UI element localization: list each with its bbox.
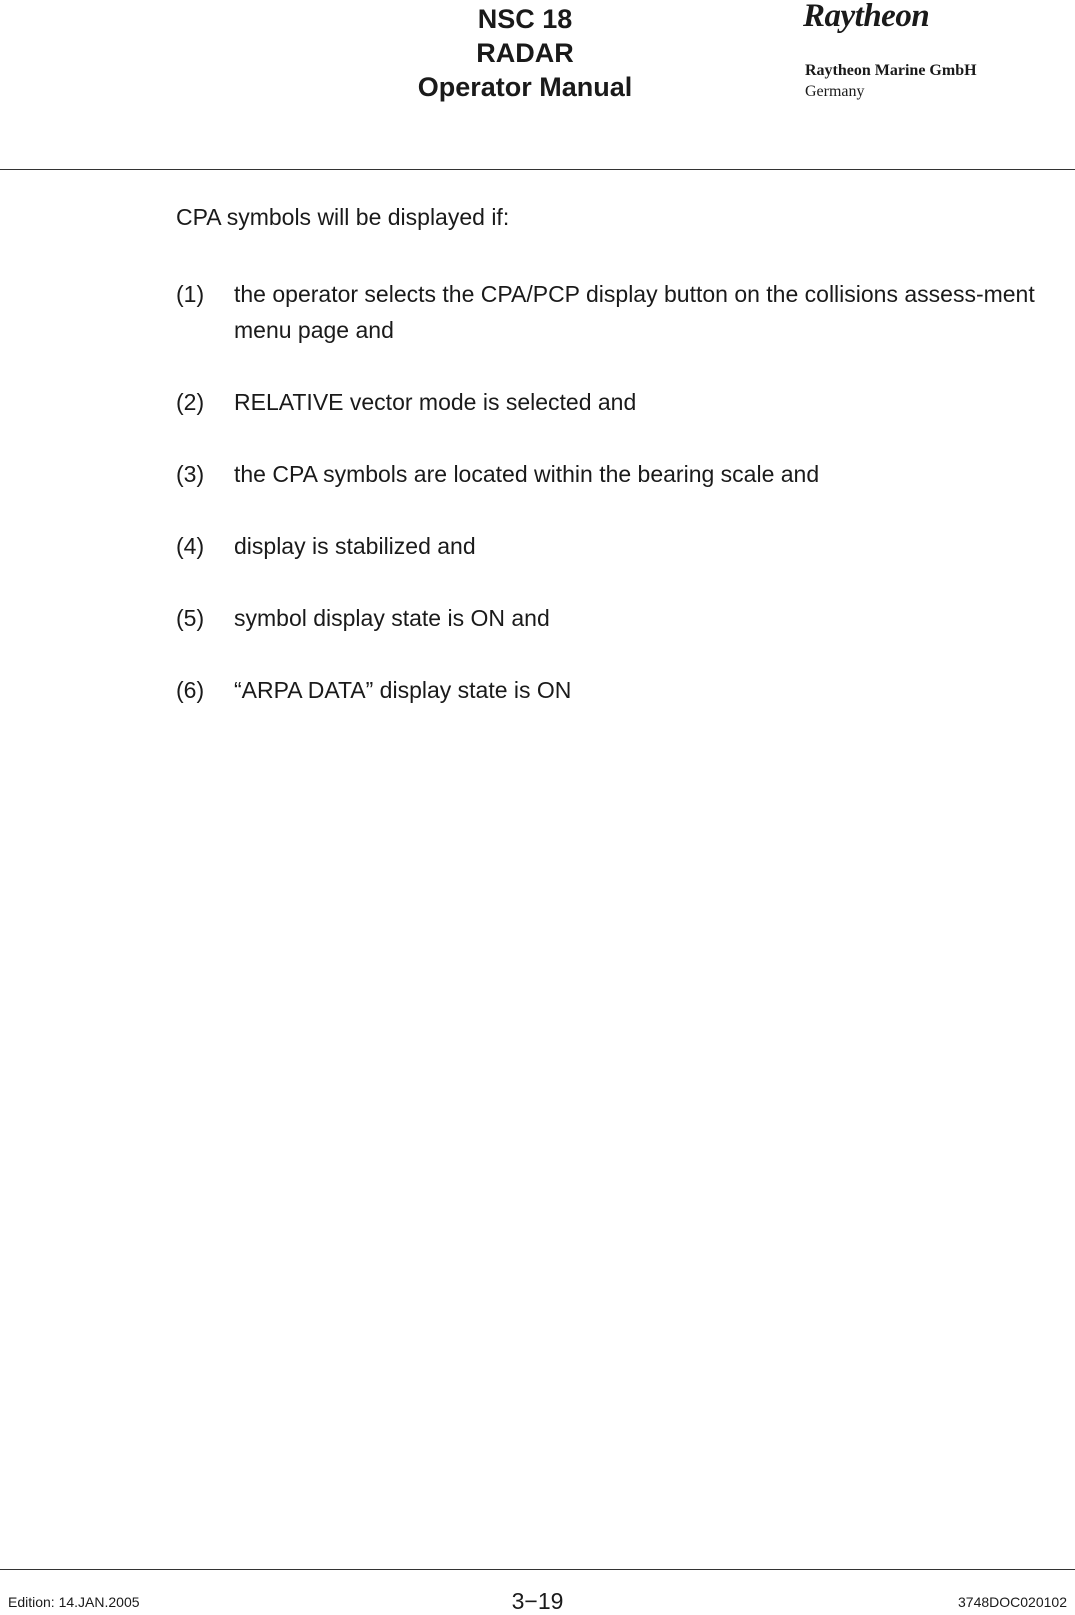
condition-item-3	[176, 456, 1056, 492]
condition-number: (1)	[176, 281, 205, 307]
condition-number: (4)	[176, 533, 205, 559]
title-line-type: RADAR	[476, 38, 574, 68]
header-divider	[0, 169, 1075, 170]
company-country: Germany	[805, 83, 865, 100]
condition-item-5	[176, 600, 1056, 636]
condition-text: “ARPA DATA” display state is ON	[234, 677, 572, 703]
document-number: 3748DOC020102	[958, 1594, 1067, 1610]
condition-item-4	[176, 528, 1056, 564]
title-line-product: NSC 18	[477, 4, 573, 34]
condition-number: (5)	[176, 605, 205, 631]
title-line-manual: Operator Manual	[417, 72, 633, 102]
condition-text: symbol display state is ON and	[234, 605, 550, 631]
condition-text: the CPA symbols are located within the bearing scale and	[234, 461, 820, 487]
document-title	[360, 2, 690, 104]
condition-item-6	[176, 672, 1056, 708]
intro-text: CPA symbols will be displayed if:	[176, 204, 510, 230]
page-number: 3−19	[511, 1588, 564, 1614]
footer-divider	[0, 1569, 1075, 1570]
edition-date: Edition: 14.JAN.2005	[8, 1594, 140, 1610]
condition-item-1	[176, 276, 1056, 348]
condition-number: (3)	[176, 461, 205, 487]
condition-item-2	[176, 384, 1056, 420]
condition-text: RELATIVE vector mode is selected and	[234, 389, 637, 415]
condition-text: the operator selects the CPA/PCP display button on the collisions assess-ment menu page and	[234, 281, 1035, 343]
company-name: Raytheon Marine GmbH	[805, 62, 977, 79]
company-info	[805, 60, 977, 102]
raytheon-logo: Raytheon	[803, 0, 930, 34]
condition-number: (6)	[176, 677, 205, 703]
condition-number: (2)	[176, 389, 205, 415]
conditions-list	[176, 276, 1056, 744]
condition-text: display is stabilized and	[234, 533, 476, 559]
